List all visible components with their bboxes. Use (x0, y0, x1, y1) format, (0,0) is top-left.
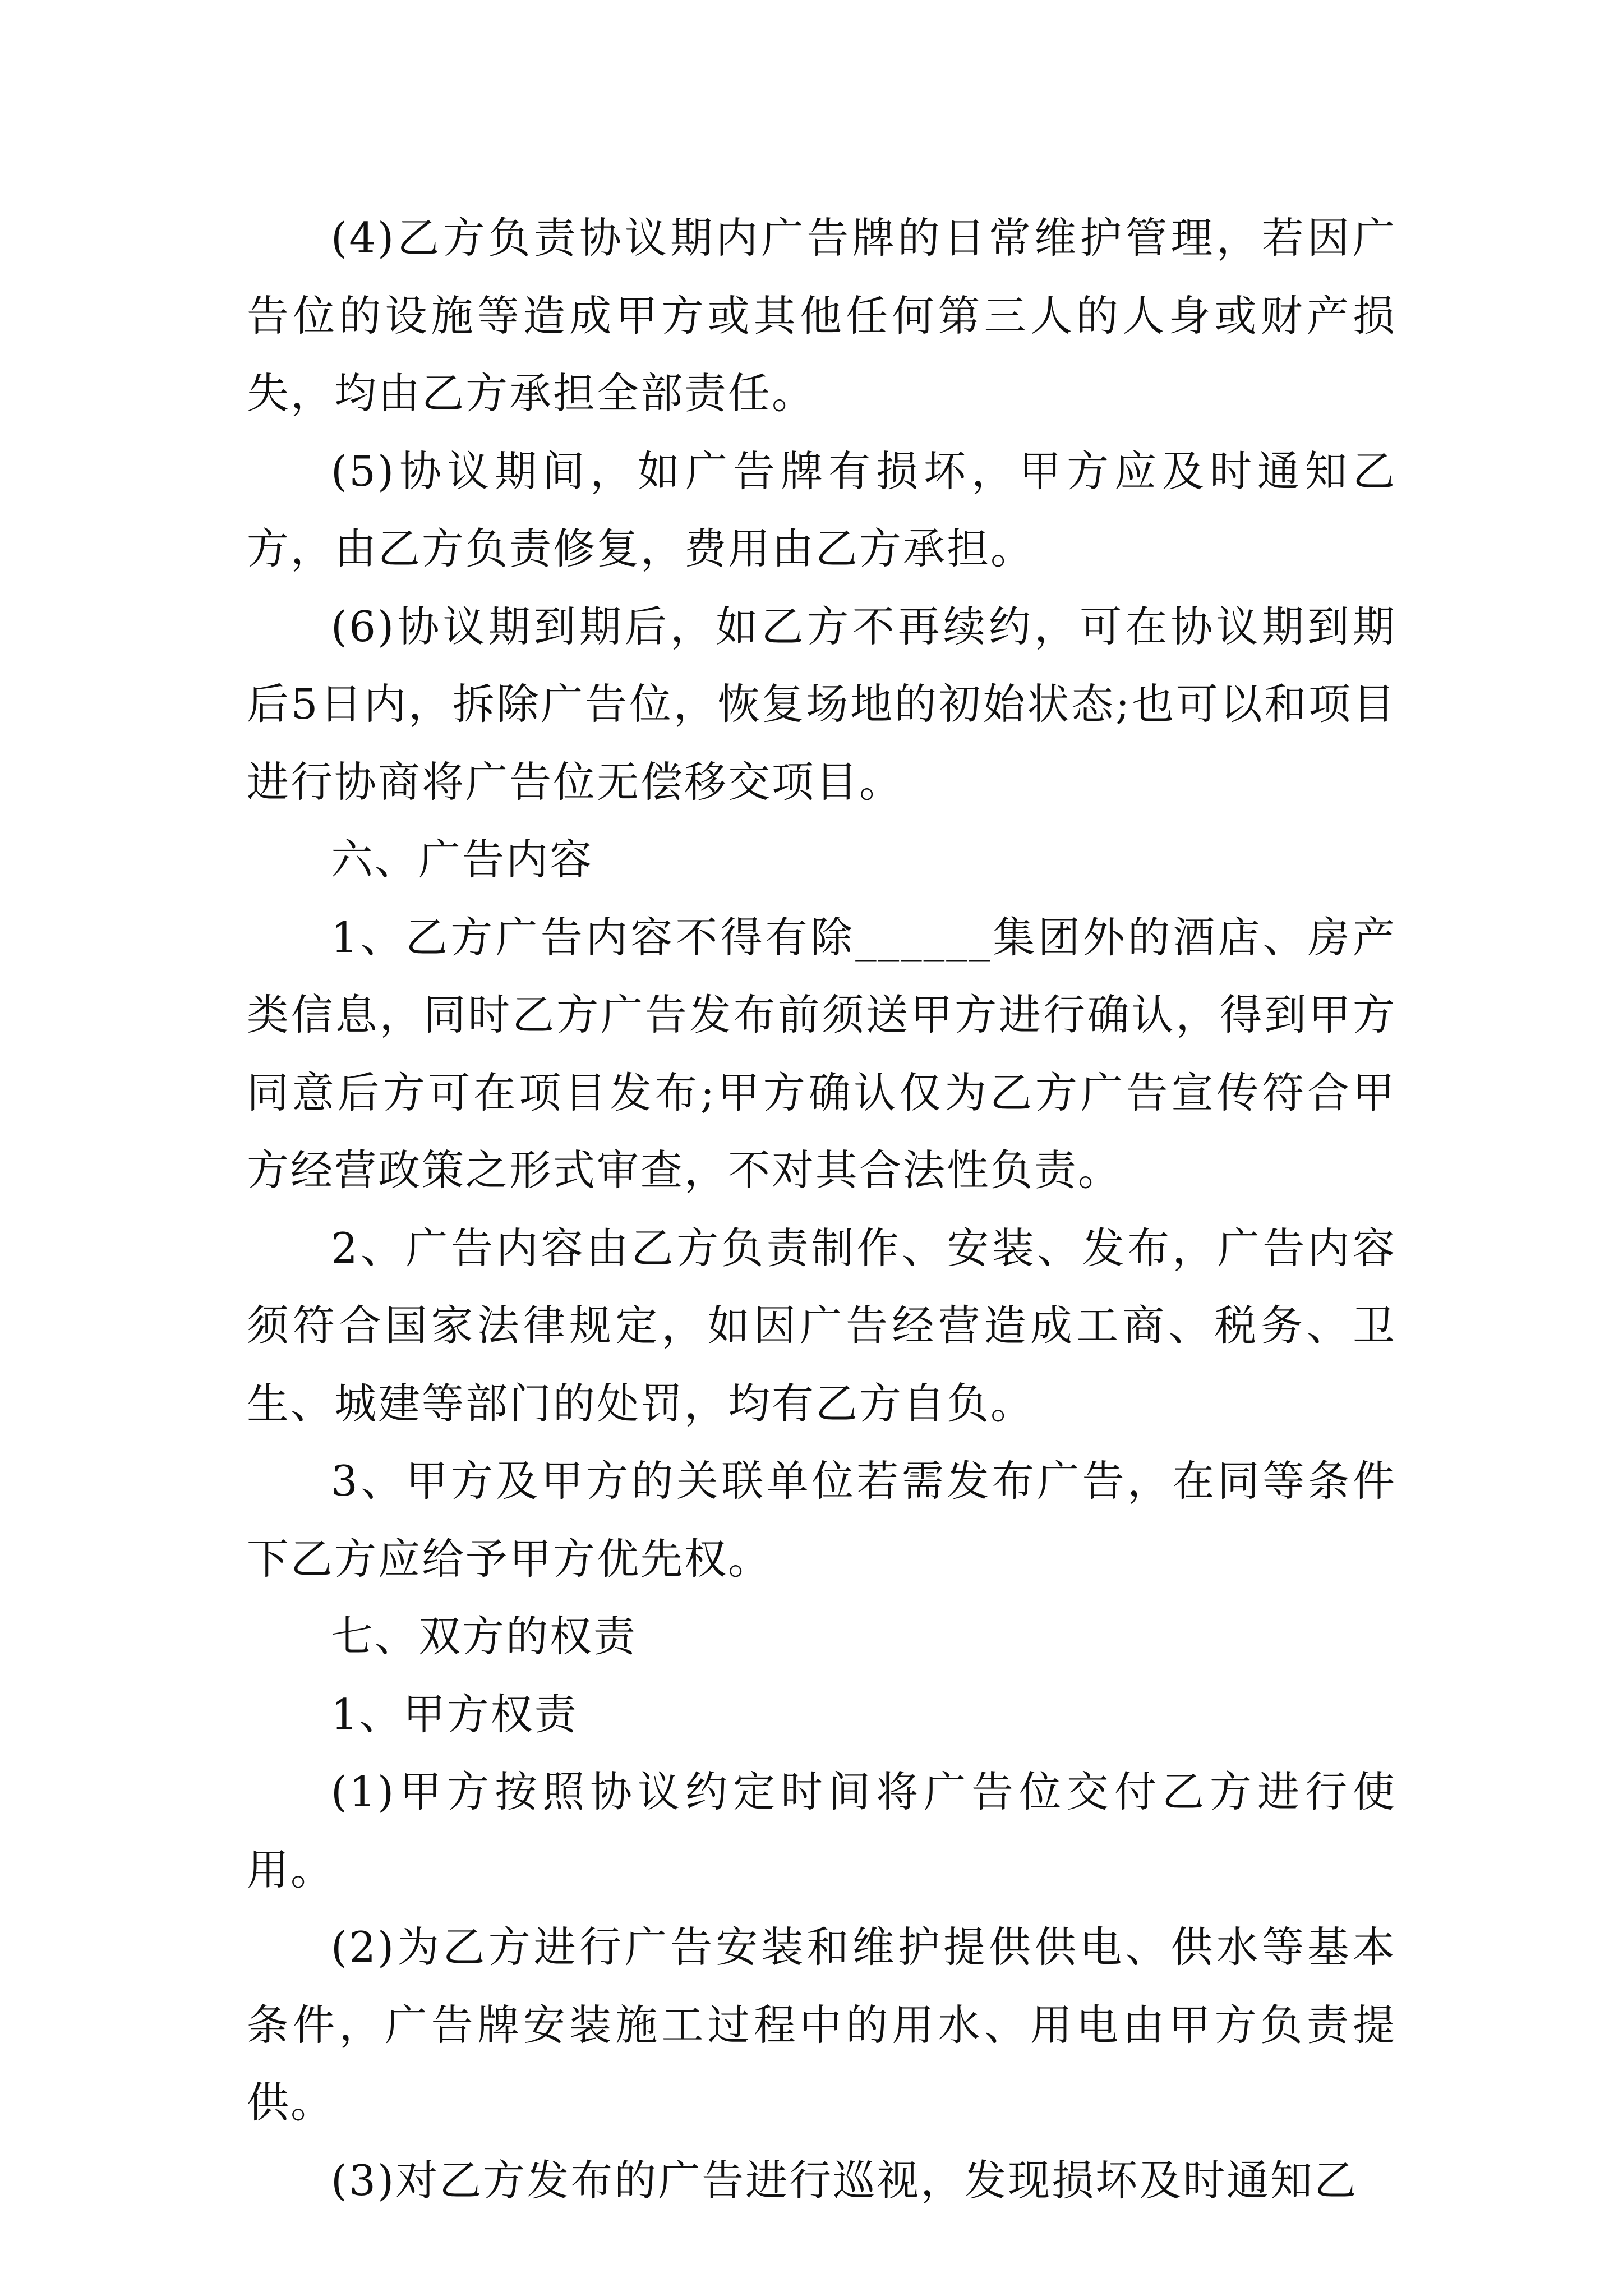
paragraph-party-a-3: (3)对乙方发布的广告进行巡视，发现损坏及时通知乙 (331, 2155, 1358, 2205)
paragraph-content-1: 1、乙方广告内容不得有除______集团外的酒店、房产类信息，同时乙方广告发布前须送甲方进行确认，得到甲方同意后方可在项目发布;甲方确认仅为乙方广告宣传符合甲方经营政策之形式审查，不对其合法性负责。 (247, 912, 1396, 1195)
document-body (247, 199, 1396, 2219)
paragraph-content-3: 3、甲方及甲方的关联单位若需发布广告，在同等条件下乙方应给予甲方优先权。 (247, 1456, 1396, 1584)
paragraph-party-a-1: (1)甲方按照协议约定时间将广告位交付乙方进行使用。 (247, 1767, 1396, 1894)
paragraph-clause-5: (5)协议期间，如广告牌有损坏，甲方应及时通知乙方，由乙方负责修复，费用由乙方承担。 (247, 446, 1396, 573)
paragraph-content-2: 2、广告内容由乙方负责制作、安装、发布，广告内容须符合国家法律规定，如因广告经营造成工商、税务、卫生、城建等部门的处罚，均有乙方自负。 (247, 1223, 1396, 1428)
paragraph-clause-4: (4)乙方负责协议期内广告牌的日常维护管理，若因广告位的设施等造成甲方或其他任何第三人的人身或财产损失，均由乙方承担全部责任。 (247, 213, 1396, 418)
subheading-party-a-rights: 1、甲方权责 (331, 1689, 578, 1739)
paragraph-party-a-2: (2)为乙方进行广告安装和维护提供供电、供水等基本条件，广告牌安装施工过程中的用水、用电由甲方负责提供。 (247, 1922, 1396, 2127)
section-heading-rights: 七、双方的权责 (331, 1612, 638, 1661)
section-heading-ad-content: 六、广告内容 (331, 835, 594, 884)
paragraph-clause-6: (6)协议期到期后，如乙方不再续约，可在协议期到期后5日内，拆除广告位，恢复场地的初始状态;也可以和项目进行协商将广告位无偿移交项目。 (247, 601, 1396, 807)
